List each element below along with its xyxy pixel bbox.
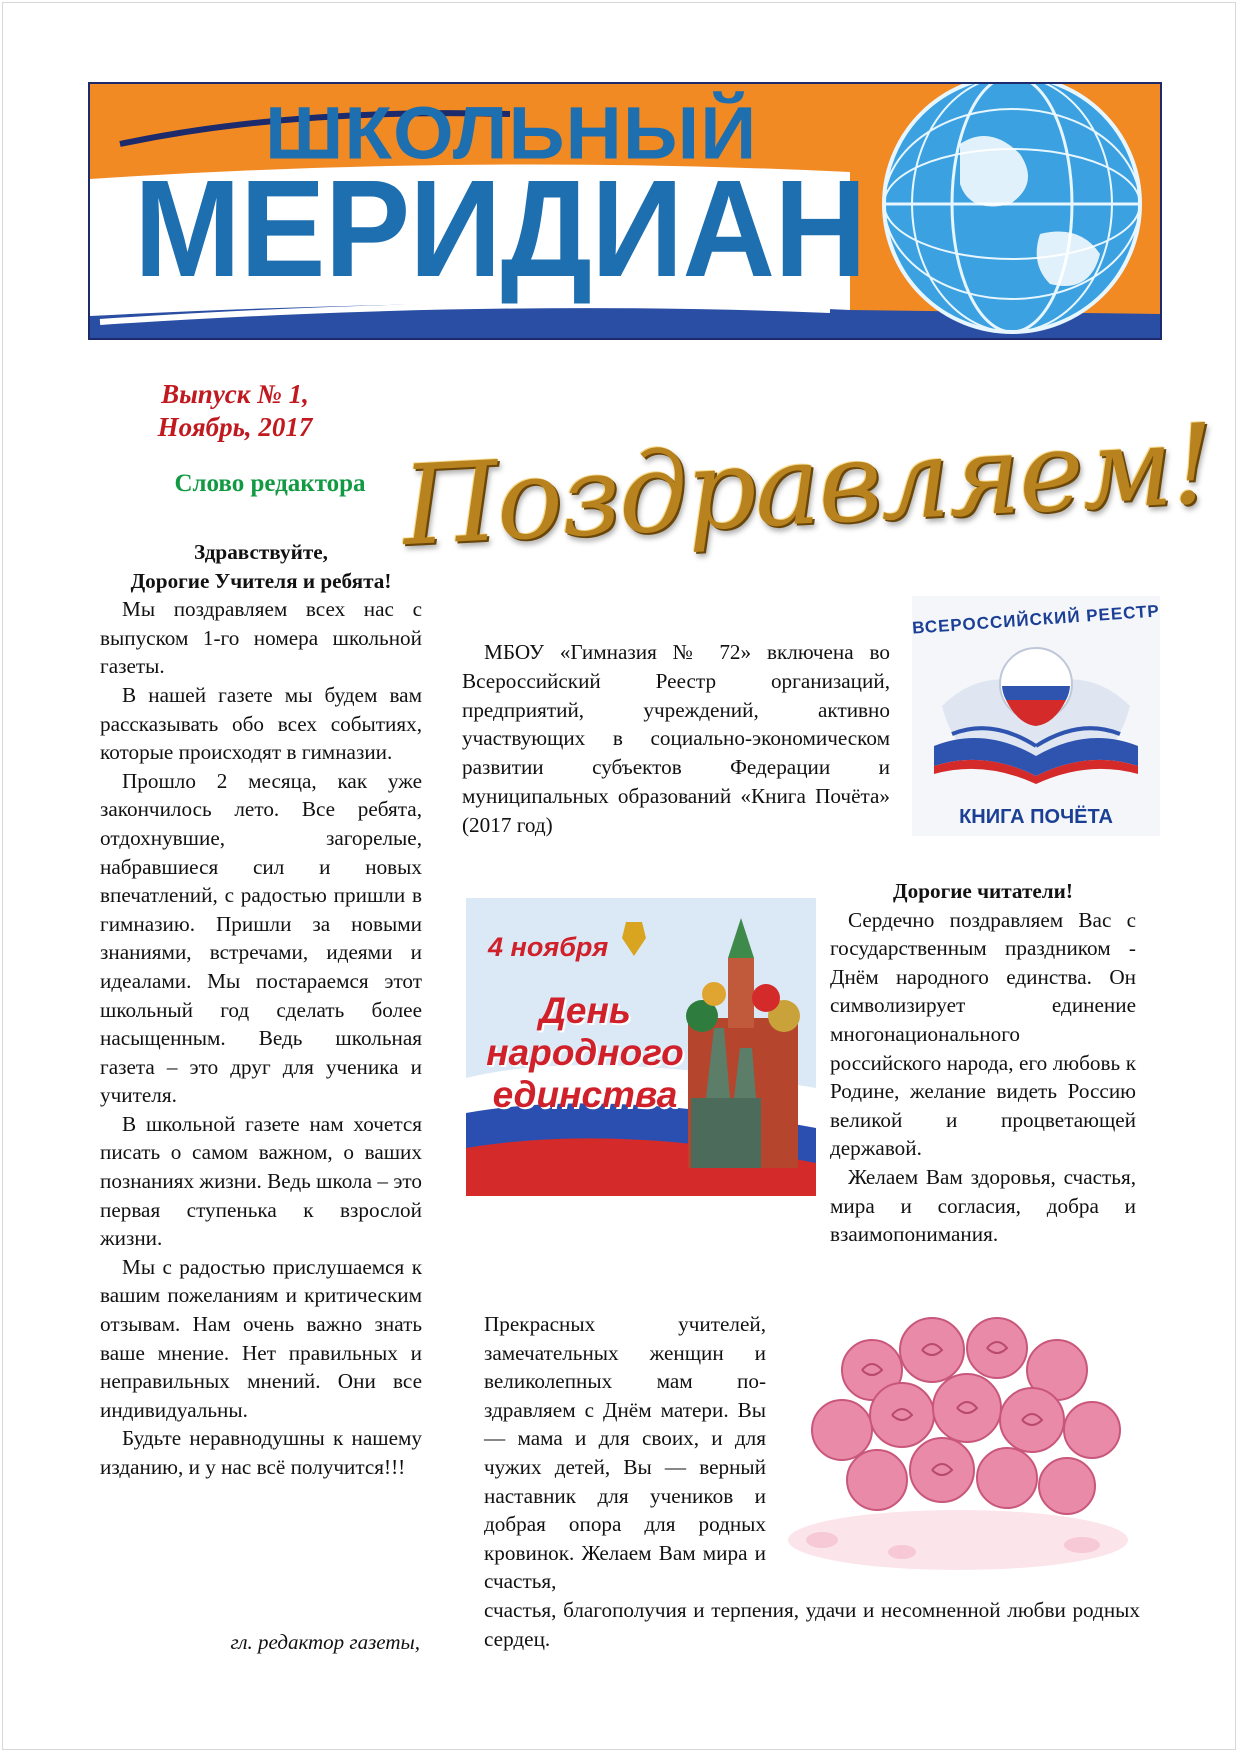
registry-paragraph: МБОУ «Гимназия № 72» включена во Всероссийский Реестр организаций, предприятий, учреждений, активно участвующих в социально-экономическом развитии субъектов Федерации и муниципальных образований «Книга Почёта» (2017 год) [462, 640, 890, 837]
registry-logo [912, 596, 1160, 836]
mothers-day-paragraph: Прекрасных учителей, замечательных женщин и великолепных мам поздравляем с Днём матери. Вы — мама и для своих, и для чужих детей, Вы — верный наставник для учеников и добрая опора для родных кровинок. Желаем Вам мира и счастья, [484, 1312, 766, 1594]
editor-signature: гл. редактор газеты, [230, 1630, 420, 1654]
editor-paragraph: Прошло 2 месяца, как уже закончилось лето. Все ребята, отдохнувшие, загорелые, набравшиеся сил и новых впечатлений, с радостью пришли в гимназию. Пришли за новыми знаниями, встречами, идеями и идеалами. Мы постараемся этот школьный год сделать более насыщенным. Ведь школьная газета – это друг для ученика и учителя. [100, 768, 422, 1108]
issue-date: Ноябрь, 2017 [157, 412, 313, 442]
editor-paragraph: В нашей газете мы будем вам рассказывать обо всех событиях, которые происходят в гимназии. [100, 682, 422, 765]
editor-greeting-1: Здравствуйте, [194, 540, 328, 564]
editor-article [100, 538, 422, 1482]
unity-day-date: 4 ноября [488, 932, 609, 962]
mothers-day-article [484, 1310, 766, 1596]
editor-heading: Слово редактора [174, 470, 366, 497]
readers-article [830, 877, 1136, 1249]
congrats-heading-block [399, 350, 1217, 620]
roses-image [782, 1290, 1134, 1580]
unity-day-title-1: День [539, 990, 631, 1031]
registry-logo-bottom: КНИГА ПОЧЁТА [959, 806, 1113, 828]
congrats-heading: Поздравляем! [399, 399, 1217, 571]
mothers-day-tail: счастья, благополучия и терпения, удачи и несомненной любви родных сердец. [484, 1598, 1140, 1651]
mothers-day-article-tail [484, 1596, 1140, 1653]
issue-number: Выпуск № 1, [161, 379, 309, 409]
readers-paragraph: Желаем Вам здоровья, счастья, мира и согласия, добра и взаимопонимания. [830, 1164, 1136, 1247]
globe-icon [884, 84, 1140, 332]
readers-heading: Дорогие читатели! [893, 879, 1073, 903]
registry-article [462, 638, 890, 840]
unity-day-title-2: народного [486, 1032, 684, 1073]
unity-day-title [480, 990, 690, 1116]
readers-paragraph: Сердечно поздравляем Вас с государственным праздником - Днём народного единства. Он символизирует единение многонационального российского народа, его любовь к Родине, желание видеть Россию великой и процветающей державой. [830, 907, 1136, 1161]
roses-icon [782, 1290, 1134, 1580]
unity-day-image [466, 898, 816, 1196]
registry-logo-top: ВСЕРОССИЙСКИЙ РЕЕСТР [911, 601, 1161, 638]
editor-paragraph: Мы с радостью прислушаемся к вашим пожеланиям и критическим отзывам. Нам очень важно знать ваше мнение. Нет правильных и неправильных мнений. Они все индивидуальны. [100, 1254, 422, 1422]
editor-paragraph: В школьной газете нам хочется писать о самом важном, о ваших познаниях жизни. Ведь школа – это первая ступенька к взрослой жизни. [100, 1111, 422, 1251]
masthead-title-line2: МЕРИДИАН [134, 152, 866, 306]
issue-info [130, 378, 340, 444]
editor-greeting-2: Дорогие Учителя и ребята! [130, 568, 392, 593]
unity-day-title-3: единства [492, 1074, 678, 1115]
masthead-banner [88, 82, 1162, 340]
masthead-title-line1: ШКОЛЬНЫЙ [265, 91, 758, 175]
editor-paragraph: Будьте неравнодушны к нашему изданию, и у нас всё получится!!! [100, 1426, 422, 1479]
editor-paragraph: Мы поздравляем всех нас с выпуском 1-го номера школьной газеты. [100, 597, 422, 679]
